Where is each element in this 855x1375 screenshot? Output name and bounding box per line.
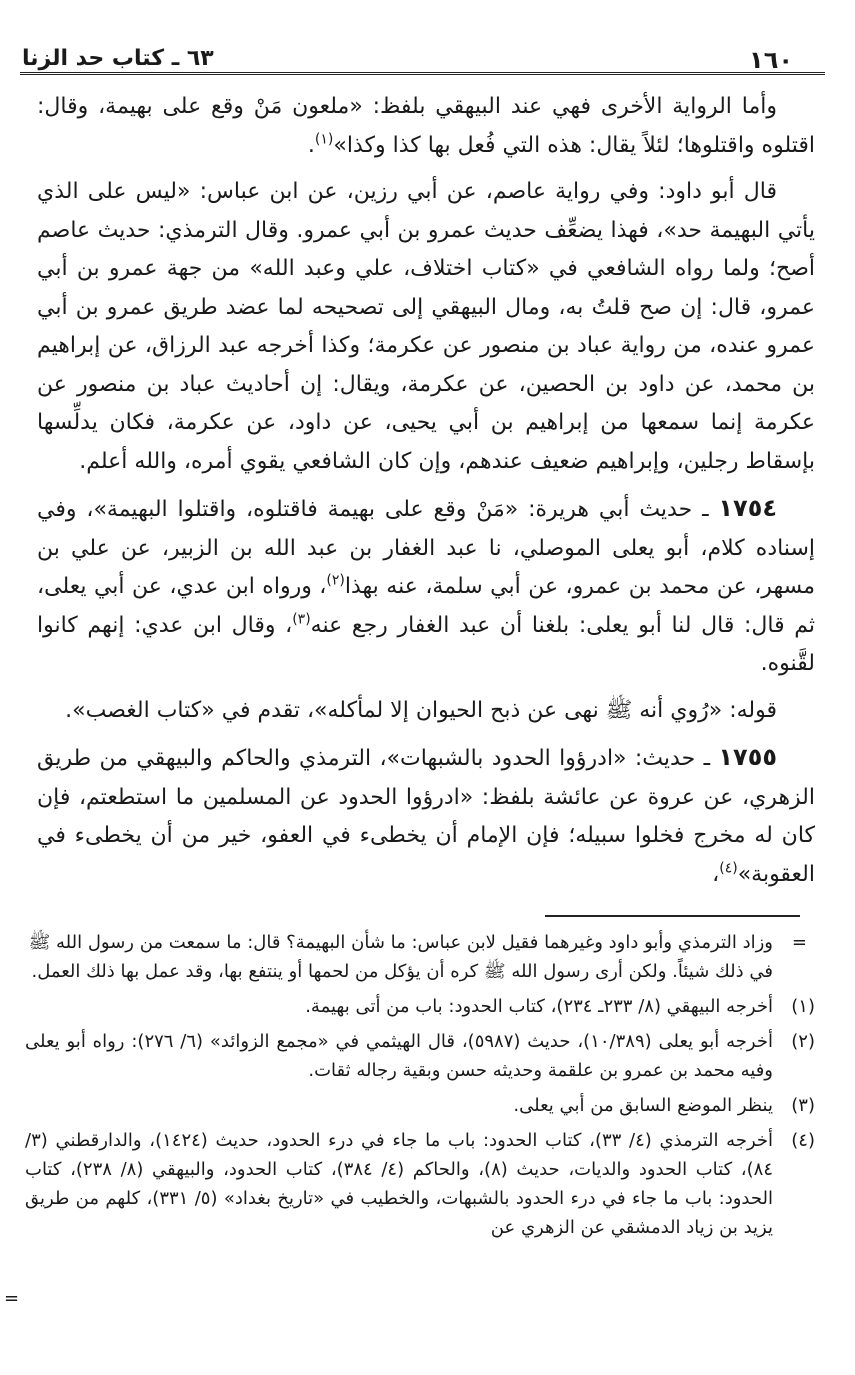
paragraph-text: قوله: «رُوي أنه ﷺ نهى عن ذبح الحيوان إلا لمأكله»، تقدم في «كتاب الغصب».	[65, 697, 777, 723]
footnote-text: أخرجه الترمذي (٤/ ٣٣)، كتاب الحدود: باب ما جاء في درء الحدود، حديث (١٤٢٤)، والدارقطني (٣/ ٨٤)، كتاب الحدود والديات، حديث (٨)، والحاكم (٤/ ٣٨٤)، كتاب الحدود، والبيهقي (٨/ ٢٣٨)، كتاب الحدود: باب ما جاء في درء الحدود بالشبهات، والخطيب في «تاريخ بغداد» (٥/ ٣٣١)، كلهم من طريق يزيد بن زياد الدمشقي عن الزهري عن	[25, 1130, 774, 1238]
footnote-3	[25, 1091, 815, 1120]
page-number: ١٦٠	[749, 46, 793, 74]
footnote-rule	[545, 915, 800, 917]
paragraph-text: وأما الرواية الأخرى فهي عند البيهقي بلفظ: «ملعون مَنْ وقع على بهيمة، وقال: اقتلوه واقتلوها؛ لئلاً يقال: هذه التي فُعل بها كذا وكذا»	[37, 94, 815, 158]
header-rule	[20, 72, 825, 75]
paragraph-text: ، ورواه ابن عدي، عن أبي يعلى، ثم قال: قال لنا أبو يعلى: بلغنا أن عبد الغفار رجع عنه	[37, 574, 815, 638]
entry-number: ١٧٥٥	[718, 743, 777, 771]
footnote-text: أخرجه أبو يعلى (١٠/٣٨٩)، حديث (٥٩٨٧)، قال الهيثمي في «مجمع الزوائد» (٦/ ٢٧٦): رواه أبو يعلى وفيه محمد بن عمرو بن علقمة وحديثه حسن وبقية رجاله ثقات.	[25, 1031, 773, 1081]
page-header	[0, 38, 855, 72]
trailing-continuation-mark: =	[4, 1288, 20, 1309]
footnote-text: أخرجه البيهقي (٨/ ٢٣٣ـ ٢٣٤)، كتاب الحدود: باب من أتى بهيمة.	[305, 996, 773, 1017]
hadith-1755	[37, 738, 815, 894]
footnote-ref-2: (٢)	[326, 572, 345, 589]
paragraph-2	[37, 173, 815, 481]
paragraph-end: ، وقال ابن عدي: إنهم كانوا لقَّنوه.	[37, 612, 815, 676]
footnote-continuation	[25, 928, 815, 986]
footnote-ref-3: (٣)	[292, 611, 311, 628]
paragraph-1	[37, 88, 815, 165]
paragraph-end: .	[307, 132, 315, 158]
running-title: ٦٣ ـ كتاب حد الزنا	[22, 46, 214, 71]
footnote-4	[25, 1126, 815, 1242]
footnote-text: وزاد الترمذي وأبو داود وغيرهما فقيل لابن عباس: ما شأن البهيمة؟ قال: ما سمعت من رسول الله ﷺ في ذلك شيئاً. ولكن أرى رسول الله ﷺ كره أن يؤكل من لحمها أو ينتفع بها، وقد عمل بها ذلك العمل.	[28, 932, 773, 982]
footnote-number: (٣)	[791, 1095, 815, 1116]
paragraph-text: قال أبو داود: وفي رواية عاصم، عن أبي رزين، عن ابن عباس: «ليس على الذي يأتي البهيمة حد»، فهذا يضعِّف حديث عمرو بن أبي عمرو. وقال الترمذي: حديث عاصم أصح؛ ولما رواه الشافعي في «كتاب اختلاف، علي وعبد الله» من جهة عمرو بن أبي عمرو، قال: إن صح قلتُ به، ومال البيهقي إلى تصحيحه لما عضد طريق عمرو بن أبي عمرو عنده، من رواية عباد بن منصور عن عكرمة؛ وكذا أخرجه عبد الرزاق، عن إبراهيم بن محمد، عن داود بن الحصين، عن عكرمة، ويقال: إن أحاديث عباد بن منصور عن عكرمة إنما سمعها من إبراهيم بن أبي يحيى، عن داود، عن عكرمة، فكان يدلِّسها بإسقاط رجلين، وإبراهيم ضعيف عندهم، وإن كان الشافعي يقوي أمره، والله أعلم.	[37, 179, 815, 474]
footnote-text: ينظر الموضع السابق من أبي يعلى.	[513, 1095, 773, 1116]
continuation-mark: =	[791, 932, 807, 953]
footnote-ref-4: (٤)	[719, 860, 738, 877]
footnote-number: (١)	[791, 996, 815, 1017]
entry-number: ١٧٥٤	[718, 494, 777, 522]
footnote-number: (٢)	[791, 1031, 815, 1052]
paragraph-text: ـ حديث أبي هريرة: «مَنْ وقع على بهيمة فاقتلوه، واقتلوا البهيمة»، وفي إسناده كلام، أبو يعلى الموصلي، نا عبد الغفار بن عبد الله بن الزبير، عن علي بن مسهر، عن محمد بن عمرو، عن أبي سلمة، عنه بهذا	[37, 497, 815, 599]
paragraph-end: ،	[712, 861, 720, 887]
paragraph-4	[37, 692, 815, 731]
footnote-2	[25, 1027, 815, 1085]
footnotes	[25, 928, 815, 1248]
footnote-ref-1: (١)	[314, 131, 334, 148]
footnote-number: (٤)	[791, 1130, 815, 1151]
hadith-1754	[37, 489, 815, 684]
main-text	[37, 88, 815, 902]
paragraph-text: ـ حديث: «ادرؤوا الحدود بالشبهات»، الترمذي والحاكم والبيهقي من طريق الزهري، عن عروة عن عائشة بلفظ: «ادرؤوا الحدود عن المسلمين ما استطعتم، فإن كان له مخرج فخلوا سبيله؛ فإن الإمام أن يخطىء في العفو، خير من أن يخطىء في العقوبة»	[37, 746, 815, 887]
footnote-1	[25, 992, 815, 1021]
